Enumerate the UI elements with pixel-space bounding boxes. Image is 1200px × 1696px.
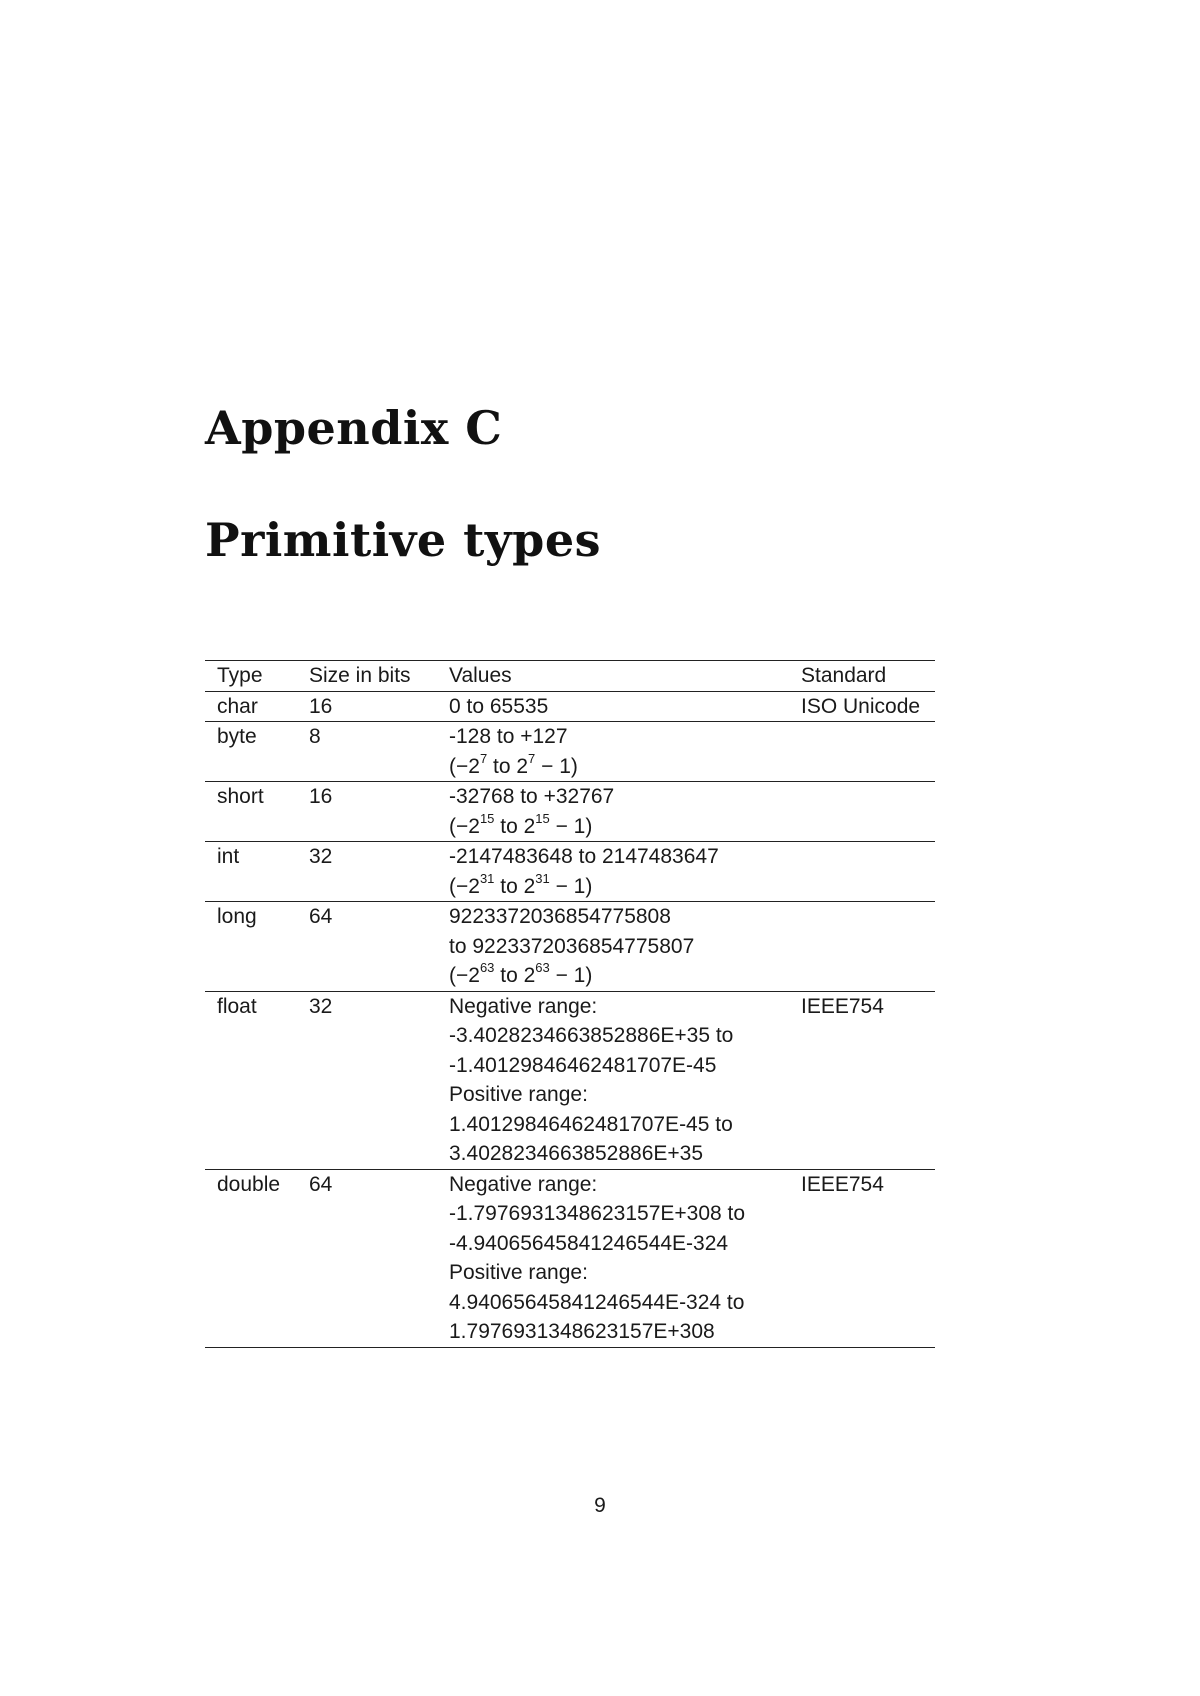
cell-standard: IEEE754 <box>801 1172 884 1196</box>
cell-values <box>437 691 789 722</box>
range-pos-exp: 31 <box>535 870 550 886</box>
range-tail: − 1) <box>549 874 593 898</box>
cell-standard: IEEE754 <box>801 994 884 1018</box>
table-row <box>205 691 935 722</box>
header-type: Type <box>217 664 263 687</box>
value-line: 1.7976931348623157E+308 <box>449 1320 715 1343</box>
range-expression <box>449 812 789 842</box>
value-line: 9223372036854775808 <box>449 905 671 928</box>
table-row <box>205 902 935 992</box>
value-line: 1.40129846462481707E-45 to <box>449 1112 733 1136</box>
cell-type: short <box>217 785 264 808</box>
table-row <box>205 842 935 902</box>
range-pos-exp: 7 <box>528 750 536 766</box>
value-line: -1.40129846462481707E-45 <box>449 1053 717 1077</box>
chapter-title: Primitive types <box>205 513 601 567</box>
range-mid: to 2 <box>487 754 529 778</box>
range-tail: − 1) <box>549 814 593 838</box>
cell-size: 16 <box>309 694 333 718</box>
range-neg-exp: 31 <box>479 870 495 886</box>
range-neg-base: (−2 <box>449 964 480 987</box>
table-header-row <box>205 661 935 692</box>
cell-size: 32 <box>309 845 333 868</box>
cell-standard <box>789 902 935 992</box>
table-header <box>205 661 935 692</box>
chapter-heading: Appendix C <box>205 401 503 455</box>
table-row <box>205 991 935 1169</box>
range-neg-exp: 63 <box>479 960 495 975</box>
table-row <box>205 722 935 782</box>
cell-size: 16 <box>309 785 333 808</box>
value-line: -1.7976931348623157E+308 to <box>449 1202 746 1225</box>
cell-standard <box>789 842 935 902</box>
cell-size: 64 <box>309 1172 333 1196</box>
range-expression <box>449 961 789 991</box>
header-values: Values <box>449 664 512 687</box>
value-line: Positive range: <box>449 1083 588 1106</box>
cell-values <box>437 842 789 902</box>
range-neg-base: (−2 <box>449 874 480 898</box>
range-mid: to 2 <box>494 874 536 898</box>
value-line: to 9223372036854775807 <box>449 934 695 958</box>
range-tail: − 1) <box>549 964 593 987</box>
cell-values <box>437 902 789 992</box>
cell-size: 8 <box>309 725 321 748</box>
range-expression <box>449 752 789 782</box>
cell-type: byte <box>217 725 257 748</box>
cell-values <box>437 782 789 842</box>
value-line: -128 to +127 <box>449 725 568 748</box>
header-size: Size in bits <box>309 664 411 687</box>
cell-values <box>437 722 789 782</box>
cell-standard: ISO Unicode <box>801 694 921 718</box>
cell-type: long <box>217 905 257 928</box>
cell-standard <box>789 782 935 842</box>
value-line: -3.4028234663852886E+35 to <box>449 1024 734 1047</box>
range-neg-exp: 15 <box>479 810 495 826</box>
table-body <box>205 691 935 1347</box>
range-neg-base: (−2 <box>449 754 480 778</box>
range-mid: to 2 <box>494 814 536 838</box>
cell-type: char <box>217 694 258 718</box>
cell-type: int <box>217 845 240 868</box>
value-line: 0 to 65535 <box>449 694 549 718</box>
table-row <box>205 782 935 842</box>
cell-standard <box>789 722 935 782</box>
cell-values <box>437 991 789 1169</box>
value-line: -4.94065645841246544E-324 <box>449 1231 729 1255</box>
table-row <box>205 1169 935 1347</box>
page-number: 9 <box>594 1494 606 1517</box>
range-mid: to 2 <box>494 964 536 987</box>
value-line: Negative range: <box>449 994 598 1018</box>
cell-values <box>437 1169 789 1347</box>
value-line: -2147483648 to 2147483647 <box>449 845 719 868</box>
cell-type: float <box>217 994 257 1018</box>
cell-size: 64 <box>309 905 333 928</box>
cell-size: 32 <box>309 994 333 1018</box>
range-neg-exp: 7 <box>479 750 488 766</box>
range-pos-exp: 63 <box>535 960 550 975</box>
value-line: Negative range: <box>449 1172 598 1196</box>
cell-type: double <box>217 1172 281 1196</box>
value-line: Positive range: <box>449 1261 588 1284</box>
range-tail: − 1) <box>535 754 578 778</box>
range-neg-base: (−2 <box>449 814 480 838</box>
range-pos-exp: 15 <box>535 810 550 826</box>
value-line: -32768 to +32767 <box>449 785 615 808</box>
header-standard: Standard <box>801 664 887 687</box>
value-line: 3.4028234663852886E+35 <box>449 1142 704 1165</box>
value-line: 4.94065645841246544E-324 to <box>449 1290 745 1314</box>
range-expression <box>449 872 789 902</box>
primitive-types-table <box>205 660 935 1348</box>
